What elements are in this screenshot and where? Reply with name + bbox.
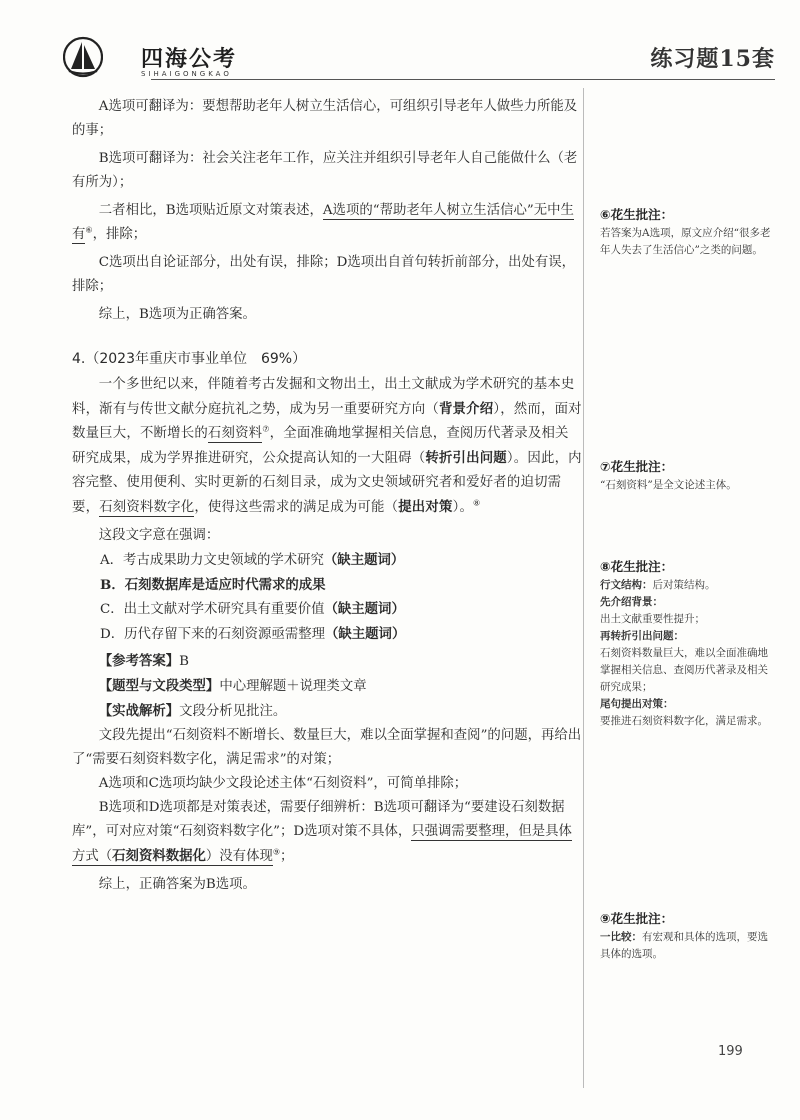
underlined: ）没有体现 xyxy=(205,849,273,864)
note-body: “石刻资料”是全文论述主体。 xyxy=(600,479,737,491)
question-stem: 这段文字意在强调： xyxy=(98,528,220,543)
note-key: 先介绍背景： xyxy=(600,596,663,608)
note-title: ⑨花生批注： xyxy=(600,911,674,926)
note-body: 若答案为A选项，原文应介绍“很多老年人失去了生活信心”之类的问题。 xyxy=(600,227,771,256)
margin-note-9 xyxy=(600,910,775,963)
note-key: 尾句提出对策： xyxy=(600,698,674,710)
option-text: B．石刻数据库是适应时代需求的成果 xyxy=(100,577,326,593)
brand-subtitle: SIHAIGONGKAO xyxy=(141,70,232,78)
header-divider xyxy=(151,79,775,80)
passage-tag: 背景介绍 xyxy=(438,401,494,417)
note-key: 一比较： xyxy=(600,931,642,943)
passage-part: ）。 xyxy=(452,500,474,515)
label: 【实战解析】 xyxy=(98,703,180,719)
brand-name: 四海公考 xyxy=(141,47,238,72)
passage-part: ，全面准确地掌握相关信息，查阅历代著录及相关研究成果，成为学界推进研究，公众提高认知的一大阻碍（ xyxy=(72,426,569,466)
note-text: 有宏观和具体的选项，要选具体的选项。 xyxy=(600,931,768,960)
compare-text: 二者相比，B选项贴近原文对策表述， xyxy=(98,203,323,218)
underlined-key: 石刻资料数据化 xyxy=(112,848,206,864)
note-text: 石刻资料数量巨大，难以全面准确地掌握相关信息、查阅历代著录及相关研究成果； xyxy=(600,647,768,693)
passage-subject: 石刻资料 xyxy=(207,426,263,441)
passage-part: ，使得这些需求的满足成为可能（ xyxy=(194,500,399,515)
margin-note-7 xyxy=(600,458,775,494)
analysis-line-2: A选项和C选项均缺少文段论述主体“石刻资料”，可简单排除； xyxy=(98,776,468,791)
option-note: （缺主题词） xyxy=(323,552,405,568)
note-line xyxy=(600,577,775,594)
underlined-claim: A选项的“帮助老年人树立生活信心”无中生有 xyxy=(72,203,574,242)
page-number: 199 xyxy=(718,1044,743,1059)
margin-divider xyxy=(583,88,584,1088)
prev-compare xyxy=(72,199,582,247)
answer-ref xyxy=(72,649,582,674)
option-text: D．历代存留下来的石刻资源亟需整理 xyxy=(100,627,325,642)
option-d xyxy=(72,622,582,647)
question-heading: 4.（2023年重庆市事业单位 69%） xyxy=(72,351,307,367)
label: 【题型与文段类型】 xyxy=(98,678,220,694)
text: B选项和D选项都是对策表述，需要仔细辨析：B选项可翻译为“要建设石刻数据库”，可对应对策“石刻资料数字化”；D选项对策不具体， xyxy=(72,800,565,839)
option-c xyxy=(72,597,582,622)
note-key: 再转折引出问题： xyxy=(600,630,684,642)
note-title: ⑥花生批注： xyxy=(600,207,674,222)
note-text: 出土文献重要性提升； xyxy=(600,613,705,625)
note-line xyxy=(600,929,775,963)
option-text: A．考古成果助力文史领域的学术研究 xyxy=(100,553,324,568)
margin-note-6 xyxy=(600,206,775,259)
note-title: ⑧花生批注： xyxy=(600,559,674,574)
passage-tag: 提出对策 xyxy=(398,499,453,515)
prev-option-b: B选项可翻译为：社会关注老年工作，应关注并组织引导老年人自己能做什么（老有所为）； xyxy=(72,151,578,190)
note-text: 要推进石刻资料数字化，满足需求。 xyxy=(600,715,768,727)
note-key: 行文结构： xyxy=(600,579,653,591)
note-marker-9: ⑨ xyxy=(272,847,281,857)
passage-tag: 转折引出问题 xyxy=(425,450,507,466)
answer-analysis xyxy=(72,699,582,724)
compare-end: ，排除； xyxy=(92,227,147,242)
analysis-line-3 xyxy=(72,796,582,869)
margin-note-8 xyxy=(600,558,775,730)
prev-option-cd: C选项出自论证部分，出处有误，排除；D选项出自首句转折前部分，出处有误，排除； xyxy=(72,255,576,294)
note-marker-8: ⑧ xyxy=(473,498,481,508)
series-title: 练习题15套 xyxy=(650,46,775,72)
value: 文段分析见批注。 xyxy=(179,704,287,719)
note-text: 后对策结构。 xyxy=(652,579,716,591)
answer-type xyxy=(72,674,582,699)
value: B xyxy=(179,654,189,669)
analysis-line-1: 文段先提出“石刻资料不断增长、数量巨大，难以全面掌握和查阅”的问题，再给出了“需要石刻资料数字化，满足需求”的对策； xyxy=(72,728,582,767)
option-text: C．出土文献对学术研究具有重要价值 xyxy=(100,602,325,617)
passage-measure: 石刻资料数字化 xyxy=(99,500,195,515)
prev-option-a: A选项可翻译为：要想帮助老年人树立生活信心，可组织引导老年人做些力所能及的事； xyxy=(72,99,578,138)
answer-conclusion: 综上，正确答案为B选项。 xyxy=(98,877,256,892)
option-note: （缺主题词） xyxy=(325,626,406,642)
prev-conclusion: 综上，B选项为正确答案。 xyxy=(98,307,256,322)
note-marker-7: ⑦ xyxy=(262,424,270,434)
text: ； xyxy=(280,849,294,864)
option-note: （缺主题词） xyxy=(324,601,405,617)
note-title: ⑦花生批注： xyxy=(600,459,674,474)
option-b xyxy=(72,573,582,597)
option-a xyxy=(72,548,582,573)
label: 【参考答案】 xyxy=(98,653,180,669)
page-header xyxy=(55,36,775,86)
underlined: 只强调需要整理，但是具体方式（ xyxy=(72,824,572,864)
passage-part: ），然而，面对数量巨大，不断增长的 xyxy=(72,402,582,441)
value: 中心理解题＋说理类文章 xyxy=(219,679,367,694)
passage-part: ）。因此，内容完整、使用便利、实时更新的石刻目录，成为文史领域研究者和爱好者的迫切需要， xyxy=(72,451,582,515)
question-passage xyxy=(72,373,582,520)
note-marker-6: ⑥ xyxy=(85,225,93,235)
passage-part: 一个多世纪以来，伴随着考古发掘和文物出土，出土文献成为学术研究的基本史料，渐有与传世文献分庭抗礼之势，成为另一重要研究方向（ xyxy=(72,377,575,417)
main-column xyxy=(72,95,582,897)
sailboat-logo-icon xyxy=(63,36,103,78)
